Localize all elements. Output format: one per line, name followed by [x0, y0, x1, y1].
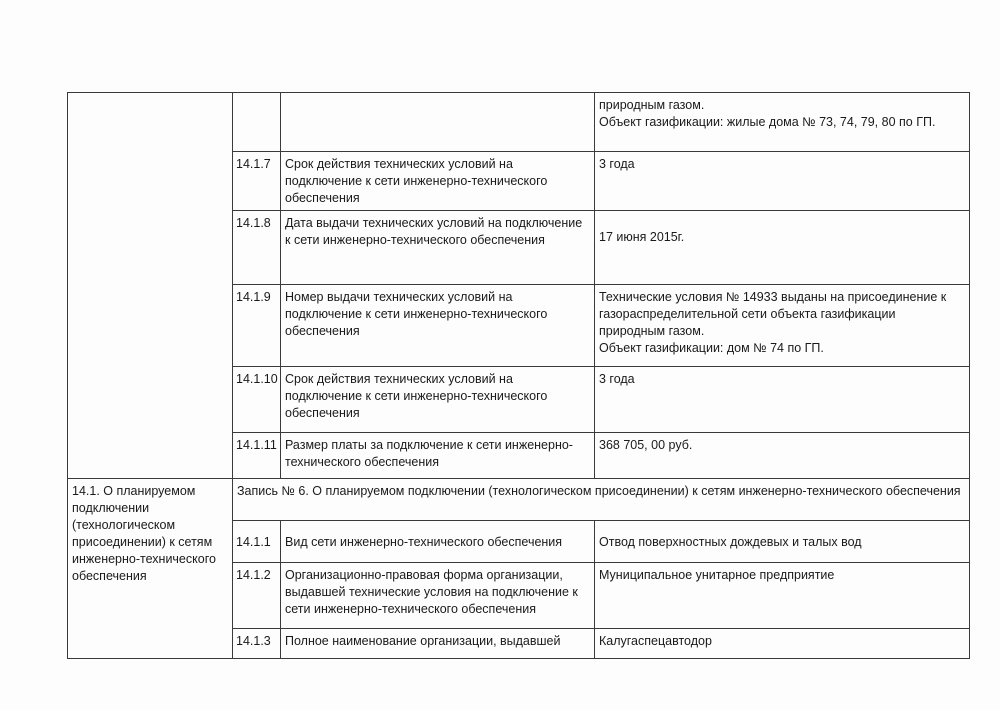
- value-line: Объект газификации: жилые дома № 73, 74, 79, 80 по ГП.: [599, 115, 936, 129]
- continued-section-cell: [68, 93, 233, 479]
- row-label: Срок действия технических условий на подключение к сети инженерно-технического обеспечения: [281, 152, 595, 211]
- row-number: 14.1.10: [233, 367, 281, 433]
- row-label: Вид сети инженерно-технического обеспечения: [281, 521, 595, 563]
- row-number: 14.1.1: [233, 521, 281, 563]
- row-number: 14.1.11: [233, 433, 281, 479]
- row-label: [281, 93, 595, 152]
- document-table: [67, 92, 970, 659]
- row-number: 14.1.3: [233, 629, 281, 659]
- row-number: 14.1.8: [233, 211, 281, 285]
- record-header-row: [68, 479, 970, 521]
- row-label: Размер платы за подключение к сети инженерно-технического обеспечения: [281, 433, 595, 479]
- value-line: Технические условия № 14933 выданы на присоединение к газораспределительной сети объекта газификации природным газом.: [599, 290, 947, 338]
- row-value: [595, 93, 970, 152]
- row-label: Номер выдачи технических условий на подключение к сети инженерно-технического обеспечения: [281, 285, 595, 367]
- value-line: 17 июня 2015г.: [599, 230, 685, 244]
- row-label: Организационно-правовая форма организации, выдавшей технические условия на подключение к сети инженерно-технического обеспечения: [281, 563, 595, 629]
- row-value: [595, 285, 970, 367]
- value-line: природным газом.: [599, 98, 705, 112]
- row-value: Калугаспецавтодор: [595, 629, 970, 659]
- value-line: Объект газификации: дом № 74 по ГП.: [599, 341, 824, 355]
- section-title: 14.1. О планируемом подключении (технологическом присоединении) к сетям инженерно-технического обеспечения: [68, 479, 233, 659]
- row-label: Срок действия технических условий на подключение к сети инженерно-технического обеспечения: [281, 367, 595, 433]
- row-value: 368 705, 00 руб.: [595, 433, 970, 479]
- record-title: Запись № 6. О планируемом подключении (технологическом присоединении) к сетям инженерно-технического обеспечения: [233, 479, 970, 521]
- table-row: [68, 93, 970, 152]
- row-value: Муниципальное унитарное предприятие: [595, 563, 970, 629]
- row-number: 14.1.9: [233, 285, 281, 367]
- row-value: 3 года: [595, 367, 970, 433]
- row-label: Дата выдачи технических условий на подключение к сети инженерно-технического обеспечения: [281, 211, 595, 285]
- row-number: [233, 93, 281, 152]
- row-value: [595, 211, 970, 285]
- row-number: 14.1.7: [233, 152, 281, 211]
- row-label: Полное наименование организации, выдавшей: [281, 629, 595, 659]
- row-value: 3 года: [595, 152, 970, 211]
- row-number: 14.1.2: [233, 563, 281, 629]
- row-value: Отвод поверхностных дождевых и талых вод: [595, 521, 970, 563]
